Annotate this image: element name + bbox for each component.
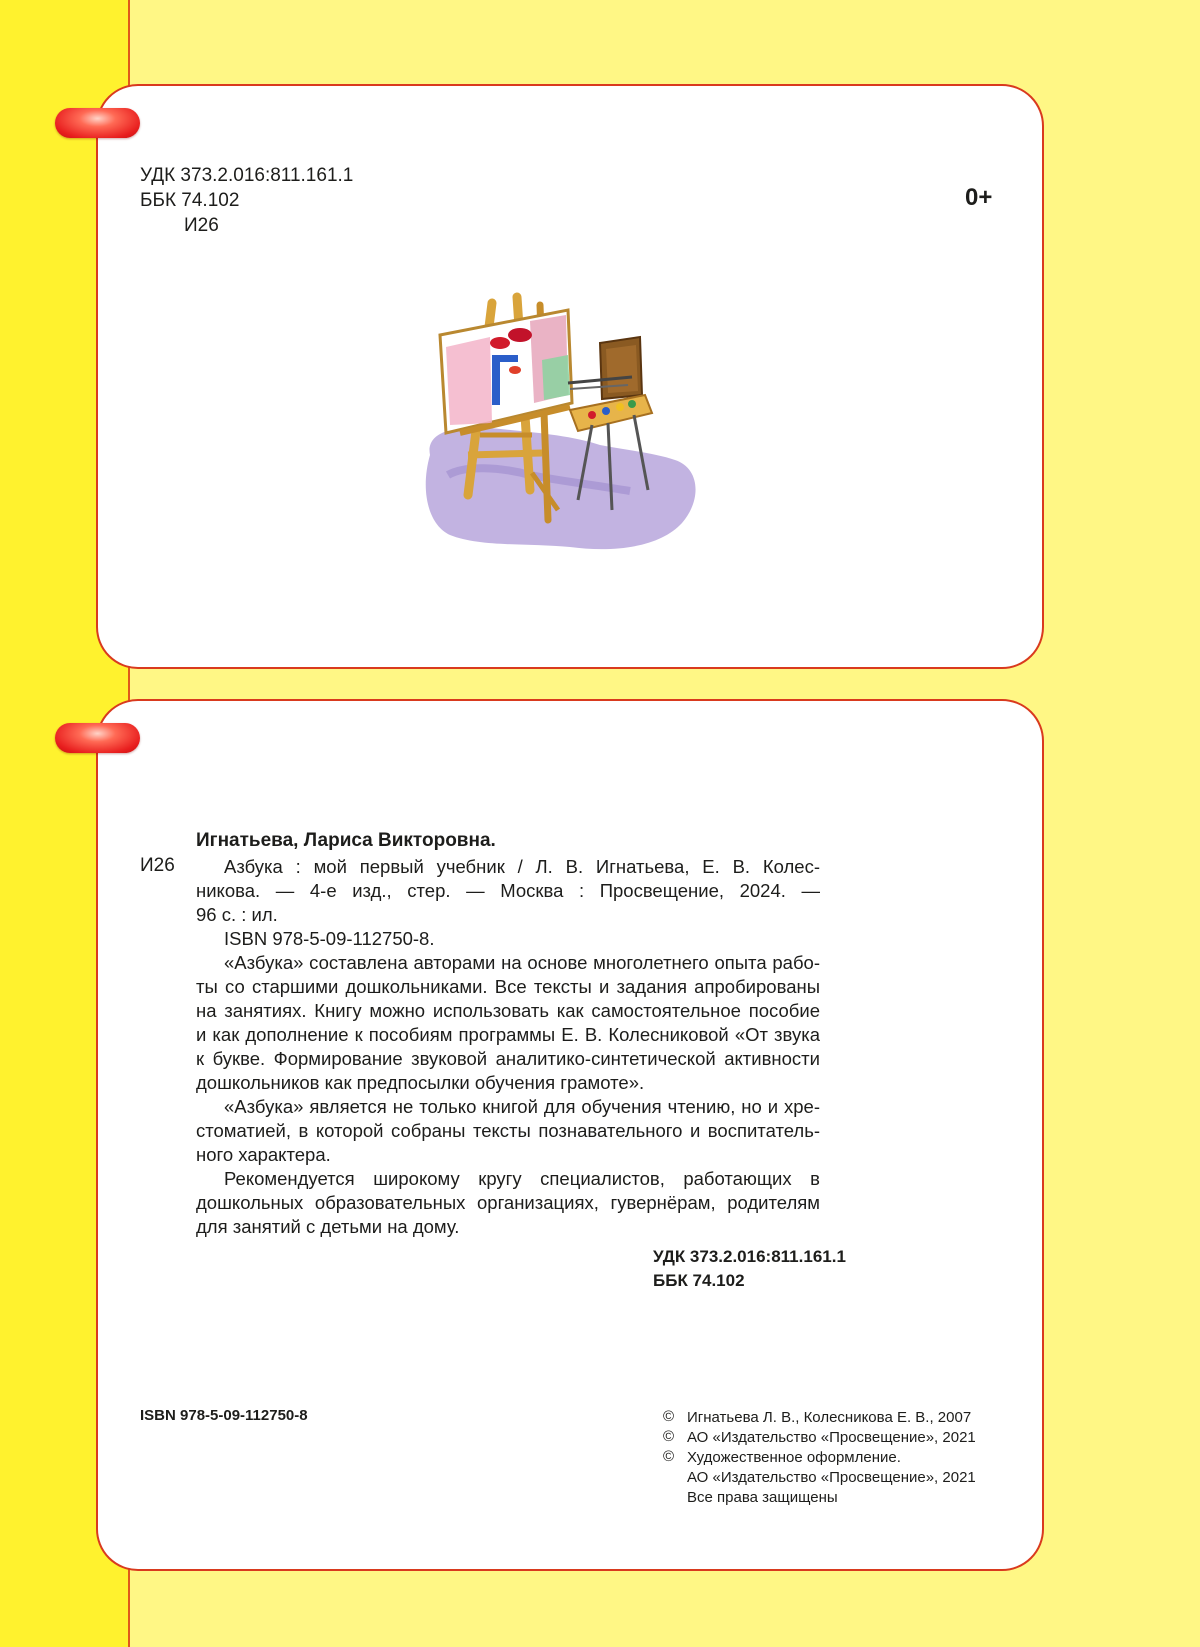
- annotation-line: дошкольных образовательных организациях, гувернёрам, родителям: [196, 1192, 820, 1213]
- annotation-line: для занятий с детьми на дому.: [196, 1216, 460, 1237]
- copyright-icon: ©: [663, 1448, 675, 1465]
- annotation-line: «Азбука» является не только книгой для обучения чтению, но и хре-: [224, 1096, 820, 1117]
- annotation-line: и как дополнение к пособиям программы Е. В. Колесниковой «От звука: [196, 1024, 820, 1045]
- isbn-line: ISBN 978-5-09-112750-8.: [224, 928, 435, 949]
- card-tab-bottom: [55, 723, 140, 753]
- udk-code: УДК 373.2.016:811.161.1: [140, 165, 354, 186]
- copyright-line: Художественное оформление.: [687, 1449, 901, 1466]
- isbn: ISBN 978-5-09-112750-8: [140, 1407, 308, 1424]
- easel-illustration: [420, 285, 705, 585]
- copyright-line: АО «Издательство «Просвещение», 2021: [687, 1429, 976, 1446]
- biblio-line: Азбука : мой первый учебник / Л. В. Игнатьева, Е. В. Колес-: [224, 856, 820, 877]
- card-tab-top: [55, 108, 140, 138]
- biblio-line: 96 с. : ил.: [196, 904, 278, 925]
- copyright-icon: ©: [663, 1428, 675, 1445]
- copyright-icon: ©: [663, 1408, 675, 1425]
- copyright-line: Игнатьева Л. В., Колесникова Е. В., 2007: [687, 1409, 972, 1426]
- bbk-code: ББК 74.102: [653, 1271, 745, 1290]
- author-code: И26: [140, 855, 175, 876]
- annotation-line: ного характера.: [196, 1144, 331, 1165]
- rights-reserved: Все права защищены: [687, 1489, 838, 1506]
- author-code: И26: [184, 215, 219, 236]
- copyright-line: АО «Издательство «Просвещение», 2021: [687, 1469, 976, 1486]
- annotation-line: стоматией, в которой собраны тексты познавательного и воспитатель-: [196, 1120, 820, 1141]
- bbk-code: ББК 74.102: [140, 190, 240, 211]
- annotation-line: «Азбука» составлена авторами на основе многолетнего опыта рабо-: [224, 952, 820, 973]
- annotation-line: ты со старшими дошкольниками. Все тексты и задания апробированы: [196, 976, 820, 997]
- annotation-line: Рекомендуется широкому кругу специалистов, работающих в: [224, 1168, 820, 1189]
- annotation-line: дошкольников как предпосылки обучения грамоте».: [196, 1072, 645, 1093]
- author-heading: Игнатьева, Лариса Викторовна.: [196, 830, 496, 851]
- annotation-line: на занятиях. Книгу можно использовать как самостоятельное пособие: [196, 1000, 820, 1021]
- age-rating-badge: 0+: [965, 184, 993, 211]
- annotation-line: к букве. Формирование звуковой аналитико-синтетической активности: [196, 1048, 820, 1069]
- biblio-line: никова. — 4-е изд., стер. — Москва : Просвещение, 2024. —: [196, 880, 820, 901]
- udk-code: УДК 373.2.016:811.161.1: [653, 1247, 846, 1266]
